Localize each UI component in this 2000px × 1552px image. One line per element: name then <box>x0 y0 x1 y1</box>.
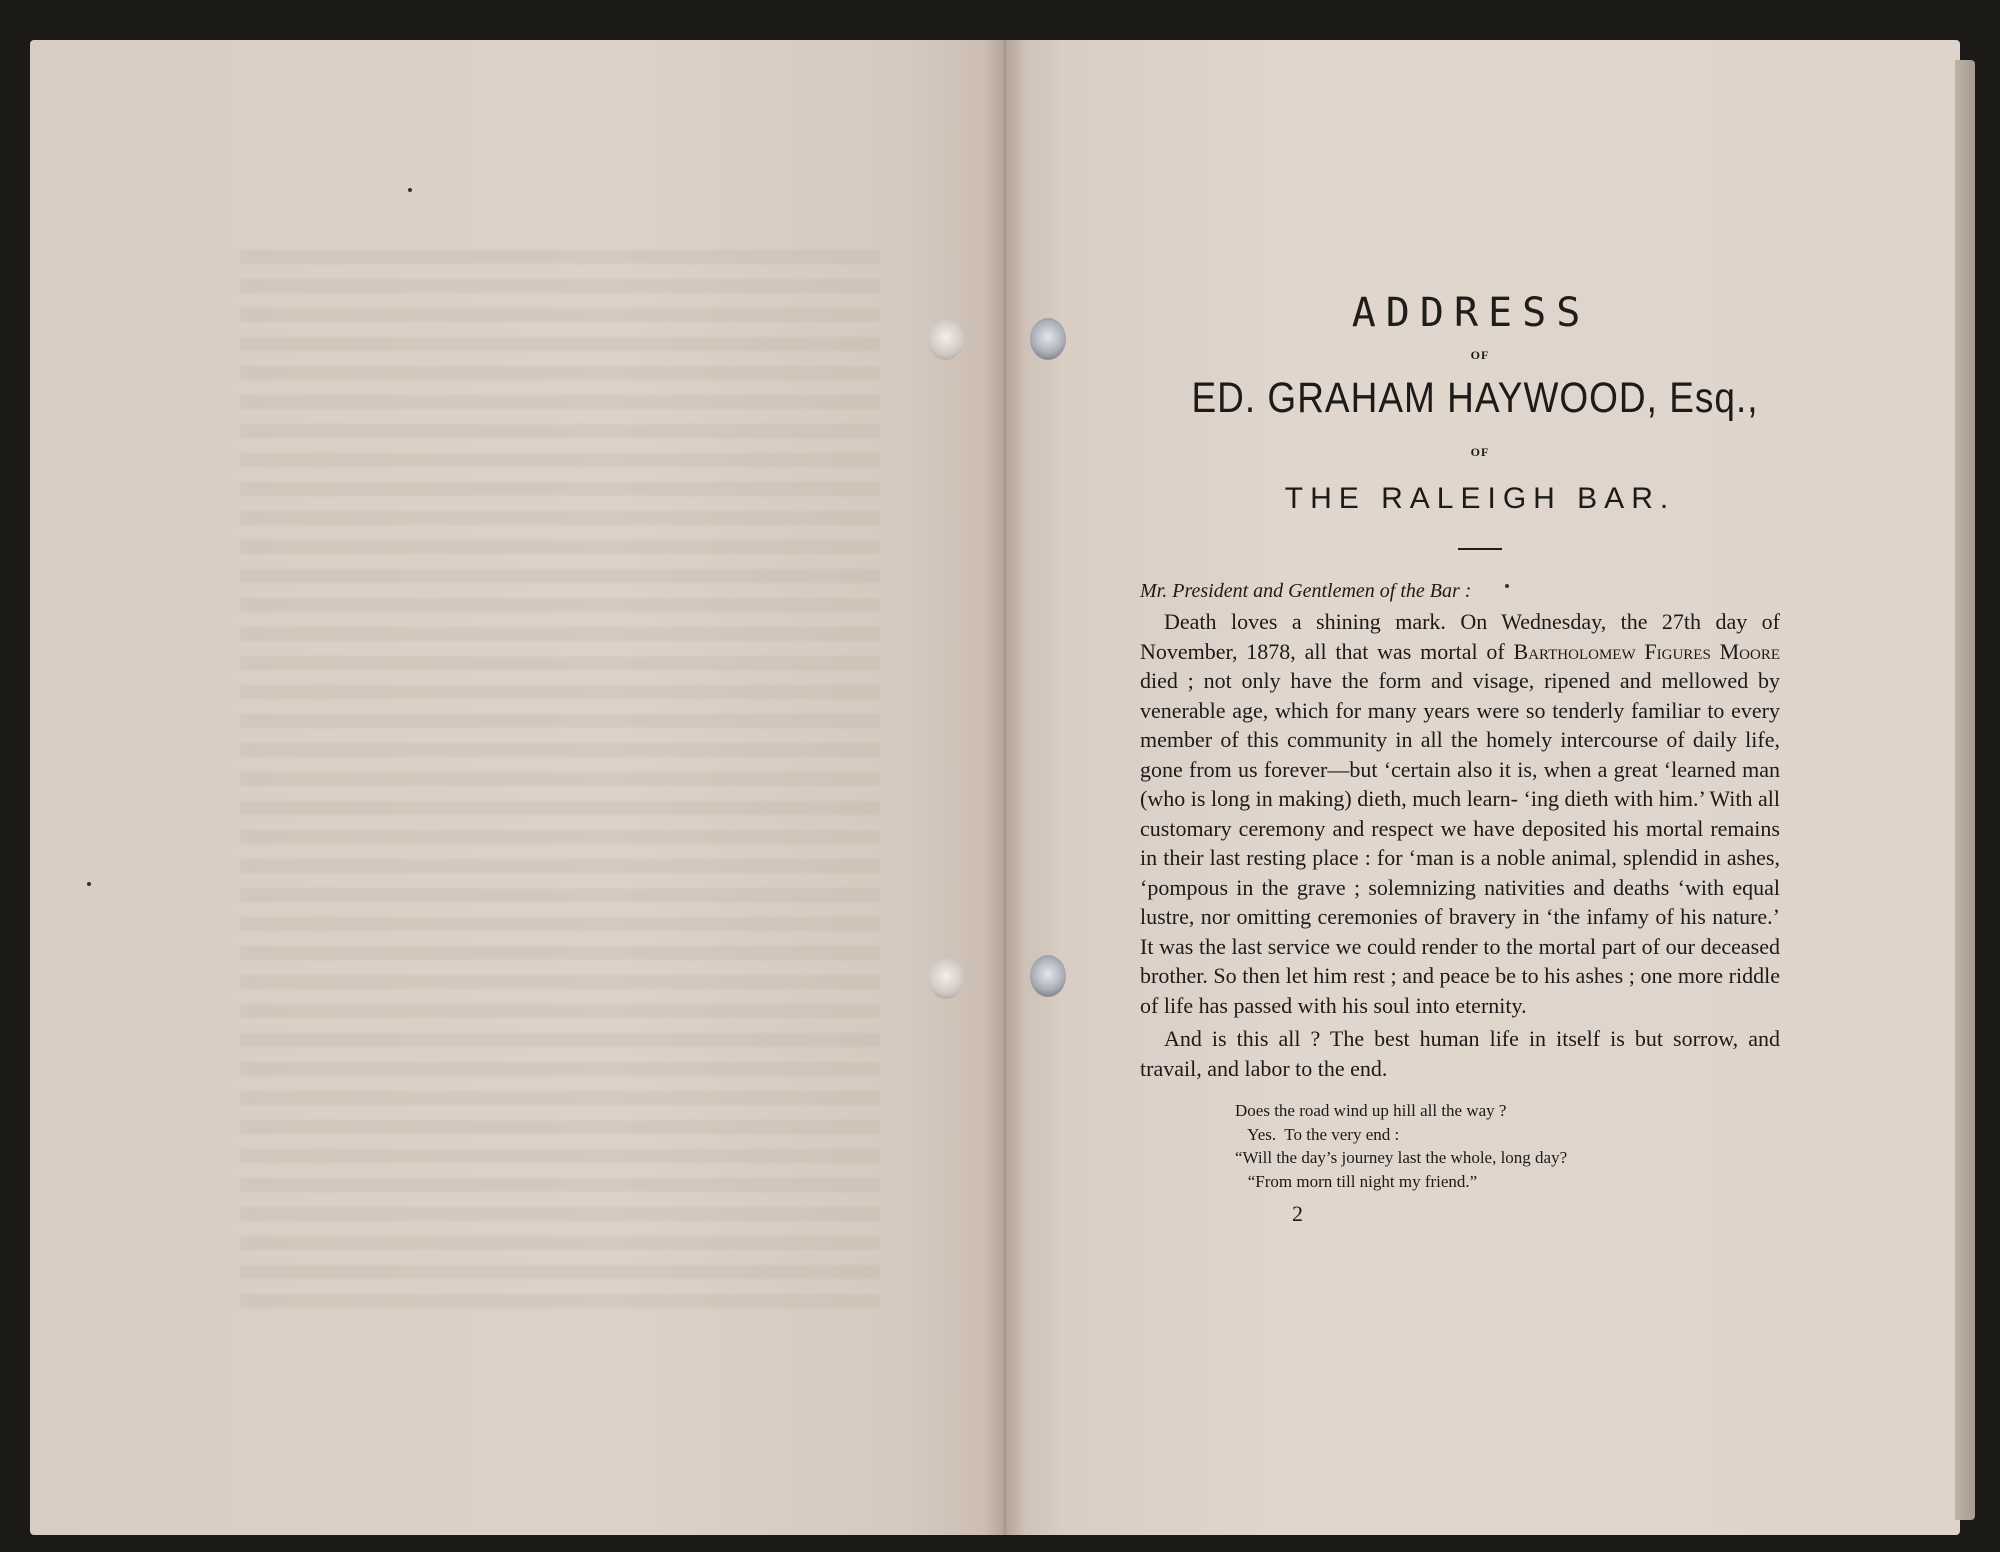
book-gutter <box>985 40 1025 1535</box>
poem-line: Does the road wind up hill all the way ? <box>1235 1101 1507 1120</box>
page-stack-edge <box>1955 60 1975 1520</box>
heading-address: ADDRESS <box>1351 290 1591 336</box>
bar-name: THE RALEIGH BAR. <box>1284 482 1676 515</box>
binding-hole-left-top <box>928 318 964 360</box>
binding-hole-right-bottom <box>1030 955 1066 997</box>
binding-hole-right-top <box>1030 318 1066 360</box>
deceased-name: Bartholomew Figures Moore <box>1513 638 1781 664</box>
show-through-text <box>240 250 880 1310</box>
poem-line: “From morn till night my friend.” <box>1235 1171 1478 1191</box>
body-paragraph: And is this all ? The best human life in itself is but sorrow, and travail, and labor to the end. <box>1140 1026 1780 1081</box>
paper-speck <box>87 882 91 886</box>
page-number: 2 <box>1292 1201 1303 1226</box>
title-divider <box>1458 548 1502 550</box>
salutation: Mr. President and Gentlemen of the Bar : <box>1140 580 1472 602</box>
poem-quote <box>1235 1099 1780 1193</box>
body-text: Death loves a shining mark. On Wednesday, the 27th day of November, 1878, all that was mortal of <box>1140 609 1780 664</box>
author-name: ED. GRAHAM HAYWOOD, Esq., <box>1191 373 1759 421</box>
paper-speck <box>408 188 412 192</box>
poem-line: “Will the day’s journey last the whole, long day? <box>1235 1148 1568 1167</box>
binding-hole-left-bottom <box>928 957 964 999</box>
body-paragraph <box>1140 607 1780 1020</box>
heading-of: OF <box>1470 348 1490 362</box>
address-text-block <box>1140 290 1780 1227</box>
heading-of: OF <box>1470 445 1490 459</box>
body-text: died ; not only have the form and visage, ripened and mellowed by venerable age, which for many years were so tenderly familiar to every member of this community in all the homely intercourse of daily life, gone from us forever—but ‘certain also it is, when a great ‘learned man (who is long in making) dieth, much learn- ‘ing dieth with him.’ With all customary ceremony and respect we have deposited his mortal remains in their last resting place : for ‘man is a noble animal, splendid in ashes, ‘pompous in the grave ; solemnizing nativities and deaths ‘with equal lustre, nor omitting ceremonies of bravery in ‘the infamy of his nature.’ It was the last service we could render to the mortal part of our deceased brother. So then let him rest ; and peace be to his ashes ; one more riddle of life has passed with his soul into eternity. <box>1140 668 1780 1018</box>
poem-line: Yes. To the very end : <box>1235 1124 1400 1144</box>
